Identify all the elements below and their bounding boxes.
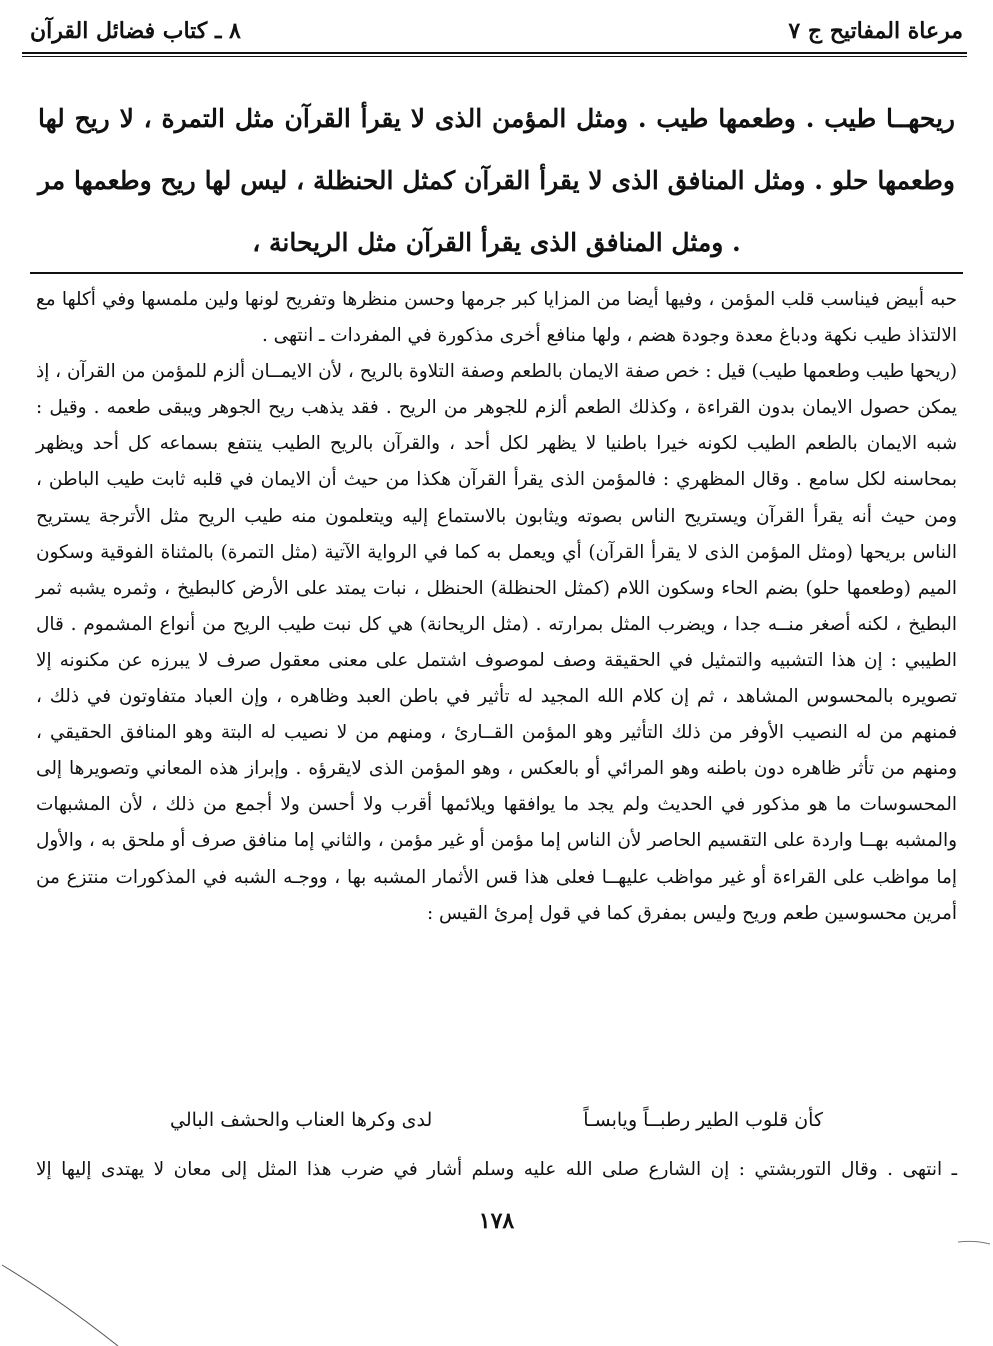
header-chapter-title: ٨ ـ كتاب فضائل القرآن [30,18,241,44]
verse-second-hemistich: لدى وكرها العناب والحشف البالي [170,1109,433,1131]
commentary-paragraph-1: حبه أبيض فيناسب قلب المؤمن ، وفيها أيضا من المزايا كبر جرمها وحسن منظرها وتفريح لونها ولين ملمسها وفي أكلها مع الالتذاذ طيب نكهة ودباغ معدة وجودة هضم ، ولها منافع أخرى مذكورة في المفردات ـ انتهى . [36,289,957,347]
verse-first-hemistich: كأن قلوب الطير رطبــاً ويابسـاً [583,1109,823,1131]
scan-edge-mark [958,1241,990,1244]
hadith-text: ريحهــا طيب . وطعمها طيب . ومثل المؤمن الذى لا يقرأ القرآن مثل التمرة ، لا ريح لها وطعمها حلو . ومثل المنافق الذى لا يقرأ القرآن كمثل الحنظلة ، ليس لها ريح وطعمها مر . ومثل المنافق الذى يقرأ القرآن مثل الريحانة ، [38,104,955,257]
scan-curve-mark [2,1265,118,1346]
header-rule [22,52,967,54]
header-book-title: مرعاة المفاتيح ج ٧ [788,18,963,44]
page-number: ١٧٨ [478,1208,515,1234]
commentary-block [36,282,957,1052]
commentary-paragraph-2: (ريحها طيب وطعمها طيب) قيل : خص صفة الايمان بالطعم وصفة التلاوة بالريح ، لأن الايمــان ألزم للمؤمن من القرآن ، إذ يمكن حصول الايمان بدون القراءة ، وكذلك الطعم ألزم للجوهر من الريح . فقد يذهب ريح الجوهر ويبقى طعمه . وقيل : شبه الايمان بالطعم الطيب لكونه خيرا باطنيا لا يظهر لكل أحد ، والقرآن بالريح الطيب ينتفع بسماعه كل أحد ويظهر بمحاسنه لكل سامع . وقال المظهري : فالمؤمن الذى يقرأ القرآن هكذا من حيث أن الايمان في قلبه ثابت طيب الباطن ، ومن حيث أنه يقرأ القرآن ويستريح الناس بصوته ويثابون بالاستماع إليه ويتعلمون منه طيب الريح مثل الأترجة يستريح الناس بريحها (ومثل المؤمن الذى لا يقرأ القرآن) أي ويعمل به كما في الرواية الآتية (مثل التمرة) بالمثناة الفوقية وسكون الميم (وطعمها حلو) بضم الحاء وسكون اللام (كمثل الحنظلة) الحنظل ، نبات يمتد على الأرض كالبطيخ ، وثمره يشبه ثمر البطيخ ، لكنه أصغر منــه جدا ، ويضرب المثل بمرارته . (مثل الريحانة) هي كل نبت طيب الريح من أنواع المشموم . قال الطيبي : إن هذا التشبيه والتمثيل في الحقيقة وصف لموصوف اشتمل على معنى معقول صرف لا يبرزه عن مكنونه إلا تصويره بالمحسوس المشاهد ، ثم إن كلام الله المجيد له تأثير في باطن العبد وظاهره ، وإن العباد متفاوتون في ذلك ، فمنهم من له النصيب الأوفر من ذلك التأثير وهو المؤمن القــارئ ، ومنهم من لا نصيب له البتة وهو المنافق الحقيقي ، ومنهم من تأثر ظاهره دون باطنه وهو المرائي أو بالعكس ، وهو المؤمن الذى لايقرؤه . وإبراز هذه المعاني وتصويرها إلى المحسوسات ما هو مذكور في الحديث ولم يجد ما يوافقها ويلائمها أقرب ولا أحسن ولا أجمع من ذلك ، لأن المشبهات والمشبه بهــا واردة على التقسيم الحاصر لأن الناس إما مؤمن أو غير مؤمن ، والثاني إما منافق صرف أو ملحق به ، والأول إما مواظب على القراءة أو غير مواظب عليهــا فعلى هذا قس الأثمار المشبه بها ، ووجـه الشبه في المذكورات منتزع من أمرين محسوسين طعم وريح وليس بمفرق كما في قول إمرئ القيس : [36,361,957,924]
scan-margin-marks [0,1220,993,1346]
header-rule-thin [22,56,967,57]
poetry-verse [170,1100,823,1140]
section-divider [30,272,963,274]
page-header [30,14,963,48]
hadith-text-block [38,88,955,273]
commentary-final-line: ـ انتهى . وقال التوربشتي : إن الشارع صلى الله عليه وسلم أشار في ضرب هذا المثل إلى معان لا يهتدى إليها إلا [36,1159,957,1180]
